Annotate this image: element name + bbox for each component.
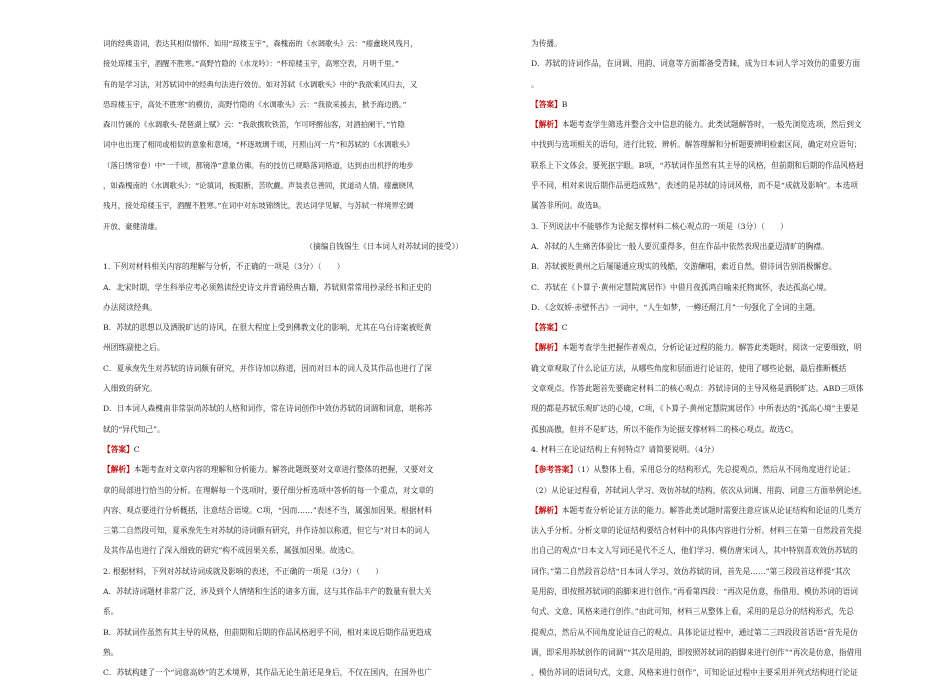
passage-line: （落日绣帘卷）中“一千顷，都镜净”意象仿佛。有的技仿已规略落词格道，达到由出机抒的地步 xyxy=(103,160,414,170)
passage-line: 开放、豪健清雄。 xyxy=(103,221,163,231)
q3-option-d: D．《念奴娇·赤壁怀古》一词中，“人生如梦，一樽还酹江月”一句强化了全词的主题。 xyxy=(531,302,821,312)
answer-label: 【答案】 xyxy=(531,99,562,109)
q4-stem: 4. 材料三在论证结构上有何特点？请简要说明。（4分） xyxy=(531,444,719,454)
answer-value: C xyxy=(561,323,568,333)
q2-analysis-line: 属答非所问。故选B。 xyxy=(531,201,606,211)
q4-analysis-line: 法入手分析。分析文章的论证结构要结合材料中的具体内容进行分析。材料三在第一自然段首先提 xyxy=(531,526,862,536)
left-column xyxy=(103,34,463,684)
analysis-label: 【解析】 xyxy=(103,465,134,475)
q2-option-b-cont: 熟。 xyxy=(103,647,119,657)
answer-label: 【答案】 xyxy=(531,323,562,333)
answer-value: C xyxy=(133,444,140,454)
q2-analysis-line: 乎不同，相对来说后期作品更趋成熟”，表述的是苏轼的诗词风格，而不是“成就及影响”。本选项 xyxy=(531,181,858,191)
q1-option-b: B．苏轼的思想以及洒脱旷达的诗风，在很大程度上受到佛教文化的影响，尤其在乌台诗案被贬黄 xyxy=(103,323,432,333)
analysis-text: 本题考查分析论证方法的能力。解答此类试题时需要注意应该从论证结构和论证的几类方 xyxy=(561,505,862,515)
q4-answer xyxy=(531,460,891,480)
right-column xyxy=(531,34,891,684)
q2-option-c: C．苏轼构建了一个“词意高妙”的艺术境界，其作品无论生前还是身后，不仅在国内，在国外也广 xyxy=(103,668,432,678)
q2-answer xyxy=(531,95,891,115)
q4-analysis-line: 词作。”第二自然段首总结“日本词人学习、效仿苏轼的词，首先是……”第三段段首这样提“其次 xyxy=(531,566,851,576)
q1-option-a: A．北宋时期，学生科举应考必须熟读经史诗文并背诵经典古籍，苏轼则常常用抄录经书和正史的 xyxy=(103,282,432,292)
q1-option-d-cont: 轼的“异代知己”。 xyxy=(103,424,165,434)
q2-option-d: D．苏轼的诗词作品，在词调、用韵、词意等方面都备受青睐，成为日本词人学习效仿的重要方面 xyxy=(531,59,861,69)
q3-analysis-line: 孤独高傲，但并不是旷达，所以不能作为论据支撑材料二的核心观点。故选C。 xyxy=(531,424,799,434)
q4-analysis-line: 是用韵，即按照苏轼词的韵脚来进行创作。”再看第四段：“再次是仿意，指借用、模仿苏词的语词 xyxy=(531,587,858,597)
q2-option-a-cont: 系。 xyxy=(103,607,119,617)
answer-label: 【参考答案】 xyxy=(531,465,578,475)
q1-option-d: D．日本词人森槐南非常崇尚苏轼的人格和词作，常在诗词创作中效仿苏轼的词调和词意，堪称苏 xyxy=(103,404,433,414)
q1-option-c-cont: 入细致的研究。 xyxy=(103,384,157,394)
passage-line: 接处琼楼玉宇，酒醒不胜寒。”高野竹隐的《水龙吟》：“杯琼楼玉宇，高寒空表，月明千里。” xyxy=(103,59,400,69)
passage-line: 残月，接处琼楼玉宇，酒醒不胜寒。”在词中对东坡锦绣比，表达词学见解，与苏轼一样境界宏阔 xyxy=(103,201,414,211)
passage-line: 森川竹磎的《水调歌头·琵琶湖上赋》云：“我欲携吹铁笛，乍可呼醉仙客，对酒拍阑干。”竹隐 xyxy=(103,120,405,130)
answer-label: 【答案】 xyxy=(103,444,134,454)
q1-option-c: C．夏承焘先生对苏轼的诗词颇有研究，并作诗加以称道，因而对日本的词人及其作品也进行了深 xyxy=(103,363,432,373)
passage-line: 词的经典语词，表达其相似情怀。如用“琼楼玉宇”，森槐南的《水调歌头》云：“瘗盦晓风残月， xyxy=(103,39,418,48)
q3-analysis-line: 文章观点。作答此题首先要确定材料二的核心观点：苏轼诗词的主导风格是洒脱旷达。ABD三项体 xyxy=(531,384,864,394)
answer-text: （1）从整体上看，采用总分的结构形式，先总提观点，然后从不同角度进行论证； xyxy=(577,465,855,475)
passage-line: ，如森槐南的《水调歌头》：“论填词，板眼断，苦吹觑。声装表总善同，扰道动人情。瘗盦晓风 xyxy=(103,181,414,191)
analysis-text: 本题考查学生把握作者观点，分析论证过程的能力。解答此类题时，阅读一定要细致，明 xyxy=(561,343,862,353)
q1-option-a-cont: 办法阅读经典。 xyxy=(103,302,157,312)
q4-analysis-line: 调，即采用苏轼创作的词调”“其次是用韵，即按照苏轼词的韵脚来进行创作”“再次是仿意，指借用 xyxy=(531,647,862,657)
analysis-text: 本题考查学生筛选并整合文中信息的能力。此类试题解答时，一般先浏览选项，然后到文 xyxy=(561,120,862,130)
q3-analysis xyxy=(531,338,891,358)
passage-line: 词中也出现了相同或相似的意象和意境，“杯逐玻璃千顷，月照山河一片”和苏轼的《水调歌头》 xyxy=(103,140,414,150)
q2-option-c-cont: 为传播。 xyxy=(531,39,562,48)
passage-source: （摘编自钱锡生《日本词人对苏轼词的接受》） xyxy=(305,241,463,251)
q1-answer xyxy=(103,440,463,460)
q3-option-a: A．苏轼的人生痛苦体验比一般人要沉重得多，但在作品中依然表现出豪迈清旷的胸襟。 xyxy=(531,241,829,251)
q2-option-b: B．苏轼词作虽然有其主导的风格，但前期和后期的作品风格迥乎不同，相对来说后期作品更趋成 xyxy=(103,627,432,637)
q1-analysis-line: 内容、观点要进行分析概括，注意结合语境。C项，“因而……”表述不当，属强加因果。根据材料 xyxy=(103,505,432,515)
passage-line: 有的是学习法，对苏轼词中的经典句法进行效仿。如对苏轼《水调歌头》中的“我欲乘风归去，又 xyxy=(103,79,418,89)
q1-analysis xyxy=(103,460,463,480)
analysis-label: 【解析】 xyxy=(531,505,562,515)
q2-option-a: A．苏轼诗词题材非常广泛，涉及到个人情绪和生活的诸多方面，这与其作品丰产的数量有很大关 xyxy=(103,587,432,597)
passage-line: 恐琼楼玉宇，高处不胜寒”的模仿，高野竹隐的《水调歌头》云：“我欲采援去，掀予海边鸥。” xyxy=(103,99,407,109)
q1-stem: 1. 下列对材料相关内容的理解与分析，不正确的一项是（3分）（ ） xyxy=(103,262,345,272)
q3-option-b: B．苏轼被贬黄州之后屡屡通应现实的残酷，交游酬唱，索近自然，借诗词告别消极懈怠。 xyxy=(531,262,837,272)
q4-answer-line: （2）从论证过程看，苏轼词人学习、效仿苏轼的结构，依次从词调、用韵、词意三方面举例论述。 xyxy=(531,485,867,495)
q3-analysis-line: 确文章观取了什么论证方法，从哪些角度和层面进行论证的，使用了哪些论据，最后推断概括 xyxy=(531,363,847,373)
q4-analysis-line: 句式、文意、风格来进行创作。”由此可知，材料三从整体上看，采用的是总分的结构形式，先总 xyxy=(531,607,854,617)
q2-stem: 2. 根据材料，下列对苏轼诗词成就及影响的表述，不正确的一项是（3分）（ ） xyxy=(103,566,383,576)
q2-analysis-line: 中找到与选项相关的语句，进行比较、辨析。解答理解和分析题要辨明检索区间，确定对应语句； xyxy=(531,140,862,150)
q2-analysis-line: 联系上下文体会，要死抠字眼。B项，“苏轼词作虽然有其主导的风格，但前期和后期的作品风格迥 xyxy=(531,160,864,170)
q4-analysis-line: 提观点，然后从不同角度论证自己的观点。具体论证过程中，通过第二三四段段首话语“首先是仿 xyxy=(531,627,858,637)
analysis-label: 【解析】 xyxy=(531,343,562,353)
q3-stem: 3. 下列说法中不能够作为论据支撑材料二核心观点的一项是（3分）（ ） xyxy=(531,221,788,231)
q1-analysis-line: 三第二自然段可知，夏承焘先生对苏轼的诗词颇有研究，并作诗加以称道，但它与“对日本的词人 xyxy=(103,526,430,536)
q2-analysis xyxy=(531,115,891,135)
q4-analysis xyxy=(531,501,891,521)
answer-value: B xyxy=(561,99,568,109)
q2-option-d-cont: 。 xyxy=(531,79,539,89)
analysis-text: 本题考查对文章内容的理解和分析能力。解答此题既要对文章进行整体的把握，又要对文 xyxy=(133,465,434,475)
q3-answer xyxy=(531,318,891,338)
q1-analysis-line: 及其作品也进行了深入细致的研究”构不成因果关系，属强加因果。故选C。 xyxy=(103,546,359,556)
q1-analysis-line: 章的局部进行恰当的分析。在理解每一个选项时，要仔细分析选项中答析的每一个重点，对文章的 xyxy=(103,485,434,495)
q3-analysis-line: 现的都是苏轼乐观旷达的心境，C项，《卜算子·黄州定慧院寓居作》中所表达的“孤高心境”主要是 xyxy=(531,404,859,414)
q4-analysis-line: 、模仿苏词的语词句式、文意、风格来进行创作”，可知论证过程中主要采用并列式结构进行论证 xyxy=(531,668,858,678)
q3-option-c: C．苏轼在《卜算子·黄州定慧院寓居作》中借月夜孤鸿自喻来托物寓怀，表达孤高心境。 xyxy=(531,282,832,292)
q4-analysis-line: 出自己的观点“日本文人写词还是代不乏人，他们学习、模仿唐宋词人，其中特别喜欢效仿苏轼的 xyxy=(531,546,858,556)
q1-option-b-cont: 州团练副使之后。 xyxy=(103,343,165,353)
analysis-label: 【解析】 xyxy=(531,120,562,130)
